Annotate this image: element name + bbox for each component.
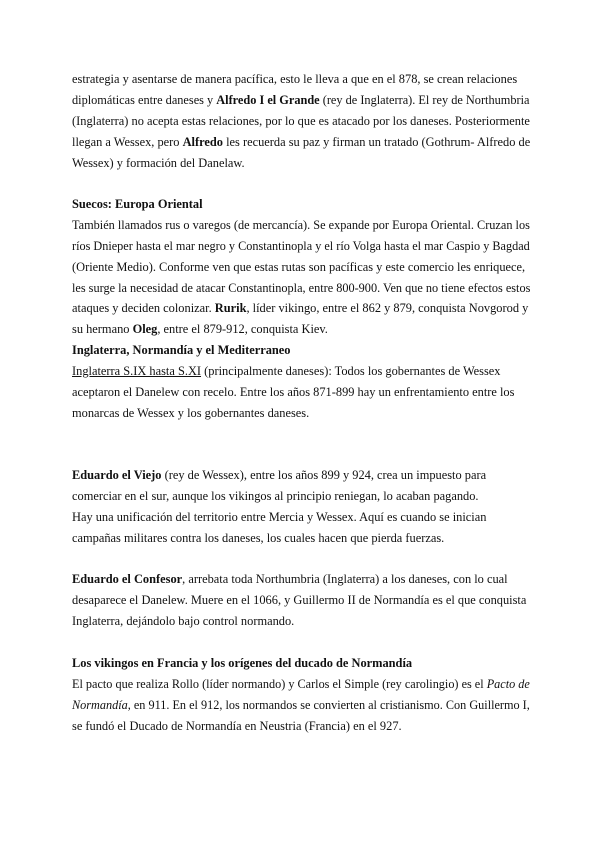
text-span: , entre el 879-912, conquista Kiev. xyxy=(157,322,328,337)
paragraph-eduardo-confesor xyxy=(72,569,530,632)
bold-name-oleg: Oleg xyxy=(132,322,158,337)
text-span: llegan a Wessex, pero xyxy=(72,134,183,149)
text-line: les surge la necesidad de atacar Constantinopla, entre 800-900. Ven que no tiene efectos estos xyxy=(72,280,531,295)
section-inglaterra xyxy=(72,340,530,424)
text-line: desaparece el Danelew. Muere en el 1066, y Guillermo II de Normandía es el que conquista xyxy=(72,592,527,607)
text-line: Wessex) y formación del Danelaw. xyxy=(72,155,245,170)
text-line xyxy=(72,569,530,590)
section-heading: Suecos: Europa Oriental xyxy=(72,197,203,211)
paragraph-alfredo xyxy=(72,69,530,173)
text-line: Hay una unificación del territorio entre Mercia y Wessex. Aquí es cuando se inician xyxy=(72,509,487,524)
text-span: su hermano xyxy=(72,322,133,337)
section-francia xyxy=(72,653,530,737)
text-line xyxy=(72,90,530,111)
text-line: (Oriente Medio). Conforme ven que estas rutas son pacíficas y este comercio les enriquece, xyxy=(72,259,526,274)
section-suecos xyxy=(72,194,530,340)
text-line: estrategia y asentarse de manera pacífica, esto le lleva a que en el 878, se crean relaciones xyxy=(72,72,518,86)
text-line: También llamados rus o varegos (de mercancía). Se expande por Europa Oriental. Cruzan los xyxy=(72,217,530,232)
text-span: (rey de Wessex), entre los años 899 y 924, crea un impuesto para xyxy=(161,468,487,482)
text-line xyxy=(72,465,530,486)
text-line xyxy=(72,361,530,382)
bold-name-eduardo-confesor: Eduardo el Confesor xyxy=(72,572,183,586)
text-span: ataques y deciden colonizar. xyxy=(72,301,215,316)
text-span: (rey de Inglaterra). El rey de Northumbria xyxy=(319,92,530,107)
bold-name-eduardo-viejo: Eduardo el Viejo xyxy=(72,468,162,482)
paragraph-eduardo-viejo xyxy=(72,465,530,549)
section-heading: Los vikingos en Francia y los orígenes del ducado de Normandía xyxy=(72,656,413,670)
text-span: en 911. En el 912, los normandos se convierten al cristianismo. Con Guillermo I, xyxy=(130,697,530,712)
text-line xyxy=(72,132,530,153)
text-span: El pacto que realiza Rollo (líder normando) y Carlos el Simple (rey carolingio) es el xyxy=(72,676,487,691)
text-line: comerciar en el sur, aunque los vikingos al principio reniegan, lo acaban pagando. xyxy=(72,488,479,503)
bold-name-rurik: Rurik xyxy=(214,301,247,316)
text-span: diplomáticas entre daneses y xyxy=(72,92,217,107)
text-line xyxy=(72,298,530,319)
text-line: Inglaterra, dejándolo bajo control normando. xyxy=(72,613,295,628)
text-line: aceptaron el Danelew con recelo. Entre los años 871-899 hay un enfrentamiento entre los xyxy=(72,384,515,399)
italic-pacto-title: Pacto de xyxy=(486,676,530,691)
bold-name-alfredo-i: Alfredo I el Grande xyxy=(216,92,320,107)
text-span: (principalmente daneses): Todos los gobernantes de Wessex xyxy=(201,363,501,378)
text-span: , líder vikingo, entre el 862 y 879, conquista Novgorod y xyxy=(246,301,529,316)
italic-pacto-title: Normandía, xyxy=(72,697,131,712)
text-line: se fundó el Ducado de Normandía en Neustria (Francia) en el 927. xyxy=(72,718,402,733)
underlined-subtitle: Inglaterra S.IX hasta S.XI xyxy=(72,363,202,378)
section-heading: Inglaterra, Normandía y el Mediterraneo xyxy=(72,343,291,357)
text-line: ríos Dnieper hasta el mar negro y Constantinopla y el río Volga hasta el mar Caspio y Bagdad xyxy=(72,238,530,253)
text-line: (Inglaterra) no acepta estas relaciones, por lo que es atacado por los daneses. Posteriormente xyxy=(72,113,530,128)
text-line xyxy=(72,695,530,716)
text-span: les recuerda su paz y firman un tratado (Gothrum- Alfredo de xyxy=(223,134,531,149)
text-span: , arrebata toda Northumbria (Inglaterra) a los daneses, con lo cual xyxy=(182,572,508,586)
text-line: monarcas de Wessex y los gobernantes daneses. xyxy=(72,405,310,420)
text-line xyxy=(72,674,530,695)
text-line: campañas militares contra los daneses, los cuales hacen que pierda fuerzas. xyxy=(72,530,445,545)
bold-name-alfredo: Alfredo xyxy=(182,134,223,149)
text-line xyxy=(72,319,530,340)
